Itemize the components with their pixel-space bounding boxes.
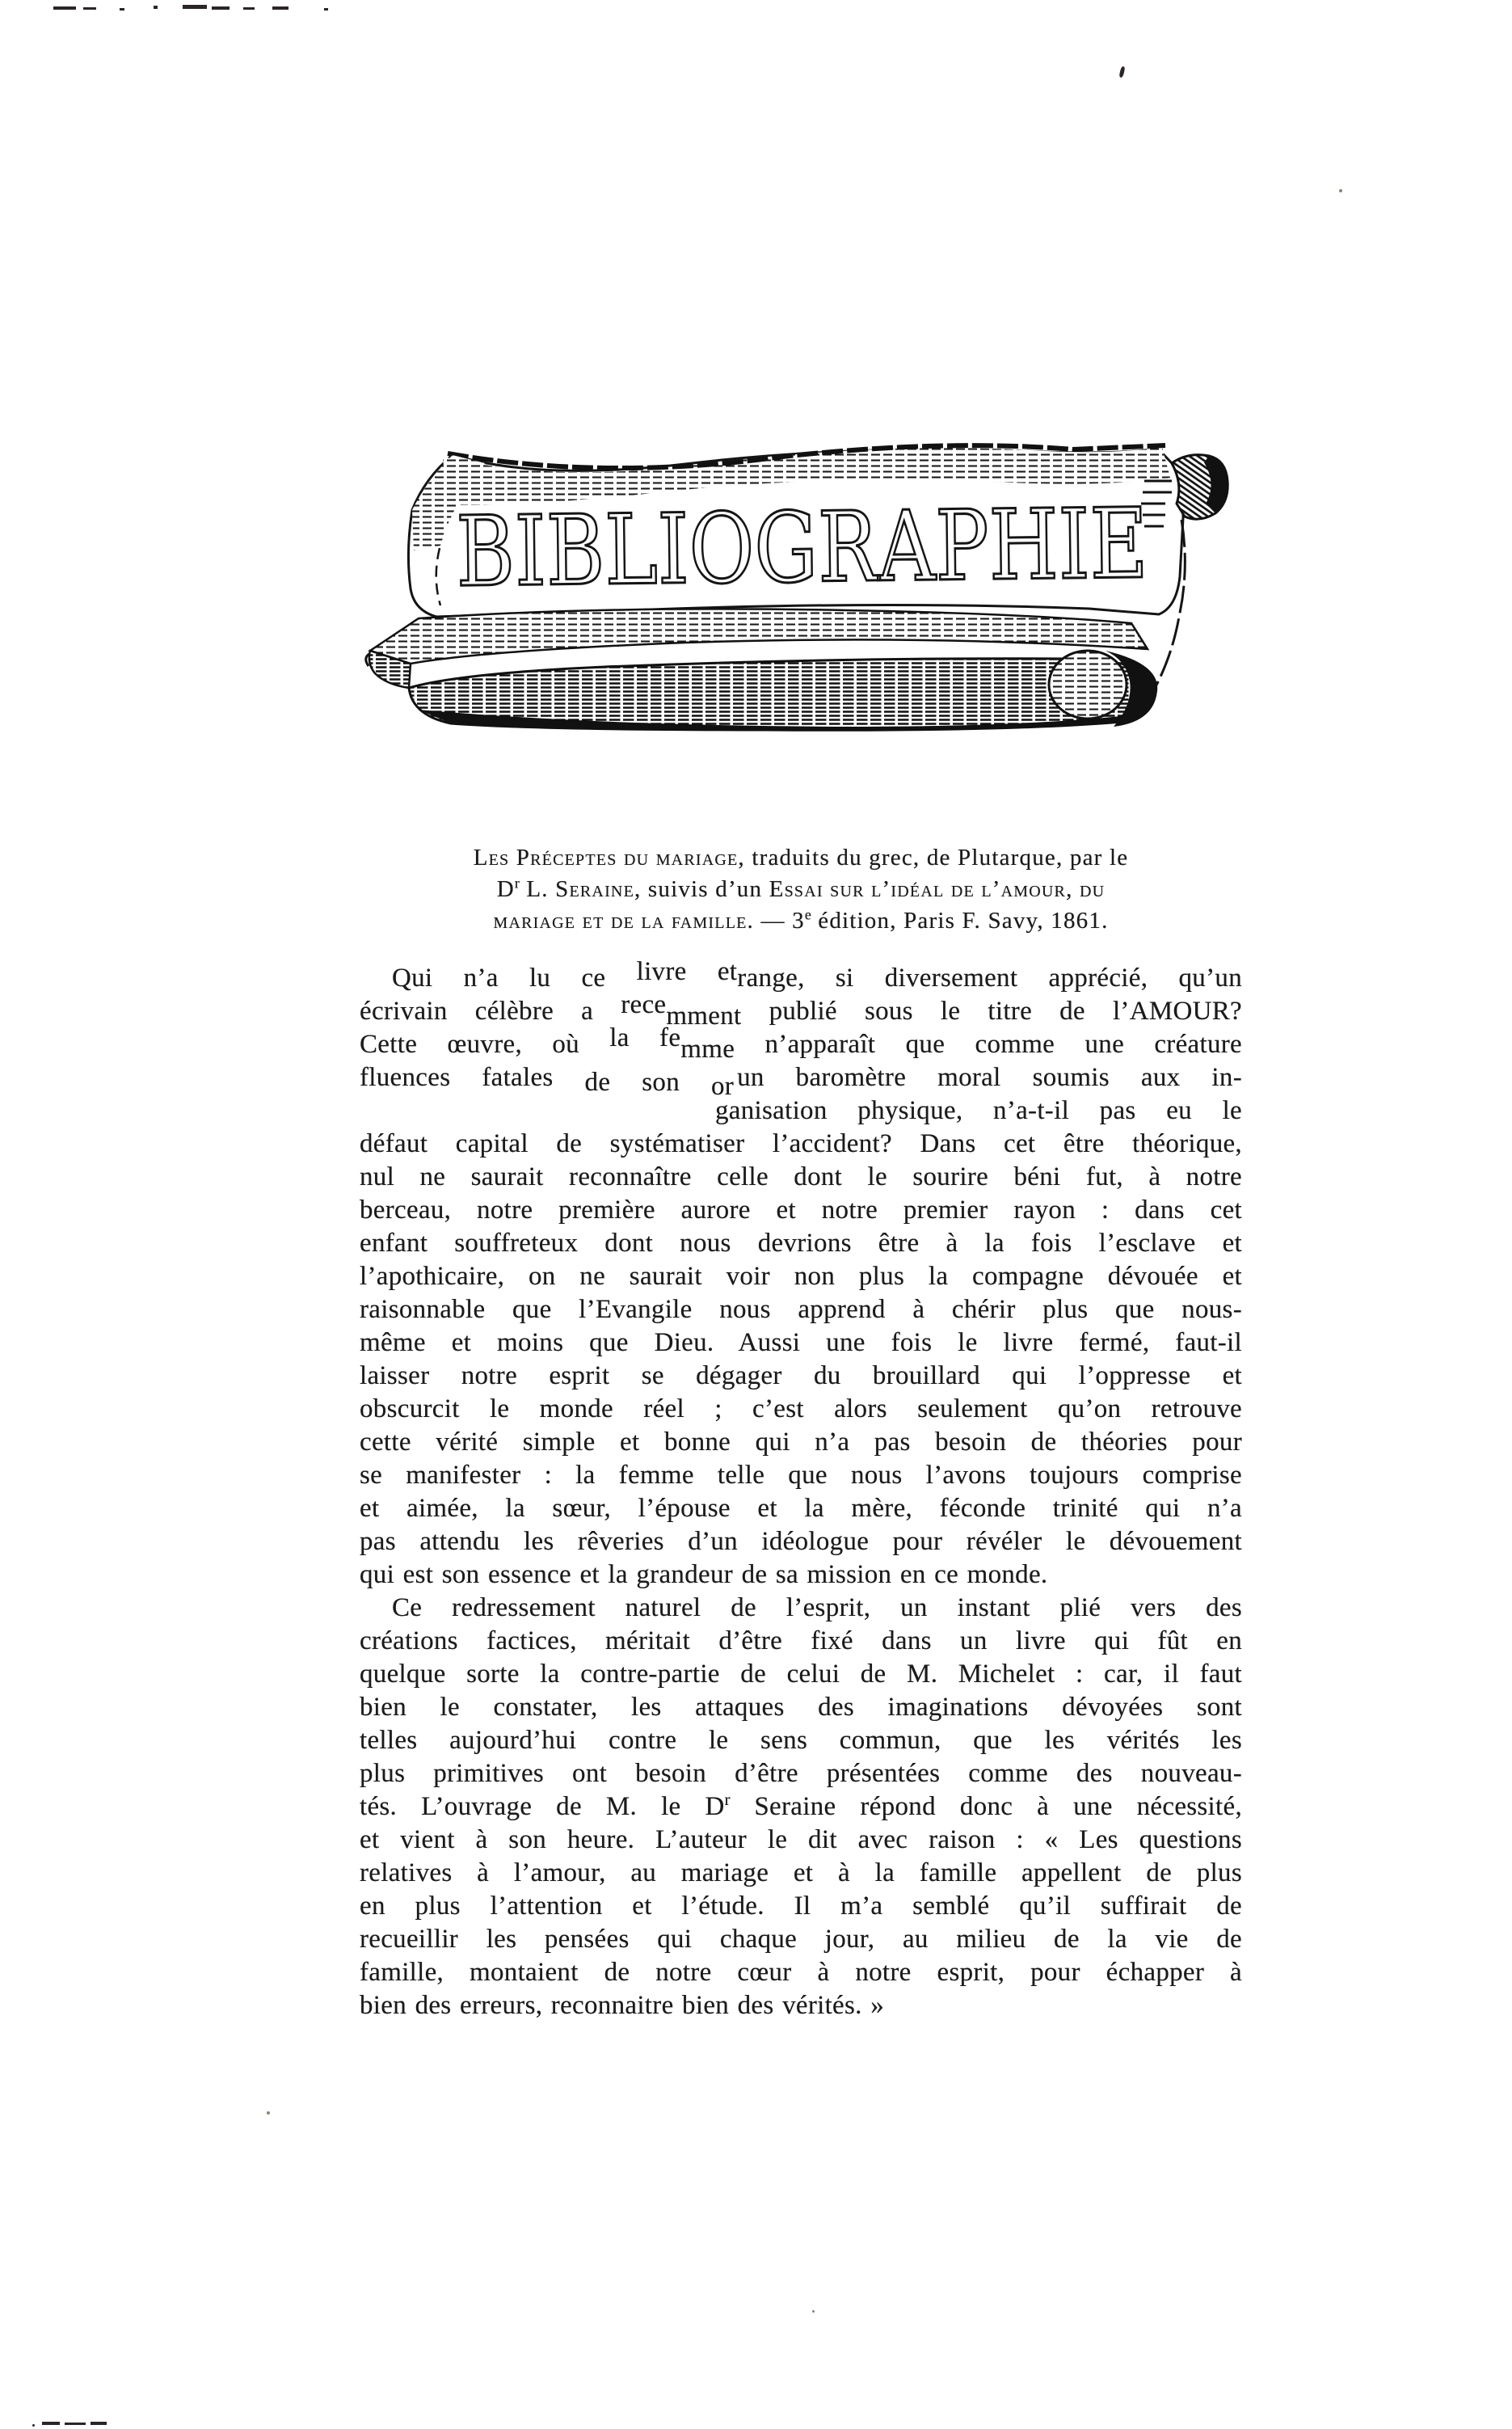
scan-artifact: [91, 2422, 107, 2425]
scan-artifact: [243, 7, 255, 10]
text-line: recueillir les pensées qui chaque jour, au milieu de la vie de: [360, 1925, 1242, 1954]
scroll-roll-end: [1049, 651, 1127, 719]
text-segment: Essai sur l’idéal de l’amour, du: [769, 876, 1106, 902]
text-line: et aimée, la sœur, l’épouse et la mère, féconde trinité qui n’a: [360, 1494, 1242, 1523]
text-segment: rece: [621, 990, 667, 1019]
text-line: [360, 1023, 1242, 1064]
scan-artifact: [267, 2111, 270, 2115]
text-line: relatives à l’amour, au mariage et à la famille appellent de plus: [360, 1858, 1242, 1887]
text-segment: Cette œuvre, où: [360, 1030, 610, 1059]
text-line: et vient à son heure. L’auteur le dit avec raison : « Les questions: [360, 1825, 1242, 1854]
bibliographic-heading: [360, 842, 1242, 937]
text-segment: livre et: [636, 957, 738, 986]
text-line: qui est son essence et la grandeur de sa mission en ce monde.: [360, 1560, 1048, 1589]
scan-artifact: [1118, 66, 1125, 78]
text-segment: — 3: [754, 908, 805, 934]
paragraph: [360, 1592, 1242, 2022]
text-line: [360, 957, 1242, 995]
scan-artifact: [53, 6, 76, 10]
text-line: [360, 1061, 1242, 1101]
scan-artifact: [272, 6, 289, 10]
text-line: [360, 1790, 1242, 1824]
text-segment: la fe: [609, 1023, 681, 1052]
text-line: quelque sorte la contre-partie de celui de M. Michelet : car, il faut: [360, 1659, 1242, 1689]
text-segment: mment: [666, 1002, 742, 1031]
text-line: nul ne saurait reconnaître celle dont le sourire béni fut, à notre: [360, 1162, 1242, 1191]
scan-artifact: [120, 8, 124, 11]
text-line: cette vérité simple et bonne qui n’a pas besoin de théories pour: [360, 1427, 1242, 1457]
text-segment: mme: [680, 1035, 735, 1064]
text-line: enfant souffreteux dont nous devrions être à la fois l’esclave et: [360, 1229, 1242, 1258]
text-segment: traduits du grec, de Plutarque, par le: [744, 845, 1129, 871]
scan-artifact: [65, 2423, 86, 2425]
text-segment: Seraine répond donc à une nécessité,: [730, 1792, 1242, 1821]
text-segment: n’apparaît que comme une créature: [735, 1030, 1242, 1059]
text-line: l’apothicaire, on ne saurait voir non plus la compagne dévouée et: [360, 1262, 1242, 1291]
text-segment: publié sous le titre de l’AMOUR?: [741, 997, 1242, 1026]
scan-artifact: [154, 6, 158, 9]
text-line: laisser notre esprit se dégager du brouillard qui l’oppresse et: [360, 1361, 1242, 1390]
text-line: [360, 874, 1242, 905]
text-line: [360, 905, 1242, 937]
text-segment: fluences fatales: [360, 1063, 585, 1092]
text-segment: Qui n’a lu ce: [392, 964, 637, 993]
scan-artifact: [42, 2422, 60, 2425]
text-line: [360, 842, 1242, 874]
text-segment: tés. L’ouvrage de M. le D: [360, 1792, 725, 1821]
scan-artifact: [212, 6, 230, 10]
bibliographie-scroll-banner: [362, 407, 1247, 734]
text-line: en plus l’attention et l’étude. Il m’a semblé qu’il suffirait de: [360, 1891, 1242, 1921]
text-segment: e: [804, 906, 811, 923]
text-segment: Les Préceptes du mariage,: [473, 845, 745, 871]
text-line: bien des erreurs, reconnaitre bien des vérités. »: [360, 1991, 885, 2020]
text-line: [360, 990, 1242, 1031]
text-line: bien le constater, les attaques des imaginations dévoyées sont: [360, 1693, 1242, 1722]
text-segment: de son: [584, 1068, 711, 1097]
text-line: Ce redressement naturel de l’esprit, un instant plié vers des: [392, 1593, 1242, 1622]
text-line: créations factices, méritait d’être fixé dans un livre qui fût en: [360, 1626, 1242, 1655]
text-line: pas attendu les rêveries d’un idéologue pour révéler le dévouement: [360, 1527, 1242, 1556]
text-segment: range, si diversement apprécié, qu’un: [737, 964, 1242, 993]
text-line: se manifester : la femme telle que nous l’avons toujours comprise: [360, 1461, 1242, 1490]
text-line: même et moins que Dieu. Aussi une fois le livre fermé, faut-il: [360, 1328, 1242, 1357]
scroll-roll-top: [370, 609, 1148, 664]
text-line: plus primitives ont besoin d’être présentées comme des nouveau-: [360, 1759, 1242, 1788]
text-line: berceau, notre première aurore et notre premier rayon : dans cet: [360, 1196, 1242, 1225]
text-segment: mariage et de la famille.: [493, 908, 754, 934]
text-line: raisonnable que l’Evangile nous apprend à chérir plus que nous-: [360, 1295, 1242, 1324]
text-line: telles aujourd’hui contre le sens commun, que les vérités les: [360, 1726, 1242, 1755]
text-segment: or: [711, 1072, 735, 1101]
text-segment: suivis d’un: [641, 876, 769, 902]
scan-artifact: [324, 8, 328, 11]
scan-artifact: [1339, 189, 1342, 192]
text-segment: D: [496, 876, 515, 902]
text-line: obscurcit le monde réel ; c’est alors seulement qu’on retrouve: [360, 1394, 1242, 1423]
scan-artifact: [812, 2310, 815, 2313]
body-text: [360, 957, 1242, 2022]
text-segment: édition, Paris F. Savy, 1861.: [811, 908, 1109, 934]
text-segment: r: [514, 875, 520, 892]
text-segment: écrivain célèbre a: [360, 997, 621, 1026]
scan-artifact: [32, 2424, 35, 2427]
text-segment: r: [724, 1791, 731, 1809]
scan-artifact: [183, 5, 207, 9]
paragraph: [360, 957, 1242, 1592]
text-segment: un baromètre moral soumis aux in-: [737, 1063, 1242, 1092]
banner-title: BIBLIOGRAPHIE: [455, 488, 1124, 609]
text-line: famille, montaient de notre cœur à notre esprit, pour échapper à: [360, 1958, 1242, 1987]
text-segment: L. Seraine,: [519, 876, 642, 902]
text-line: défaut capital de systématiser l’accident? Dans cet être théorique,: [360, 1129, 1242, 1158]
text-line: ganisation physique, n’a-t-il pas eu le: [715, 1096, 1242, 1125]
scan-artifact: [83, 7, 96, 10]
